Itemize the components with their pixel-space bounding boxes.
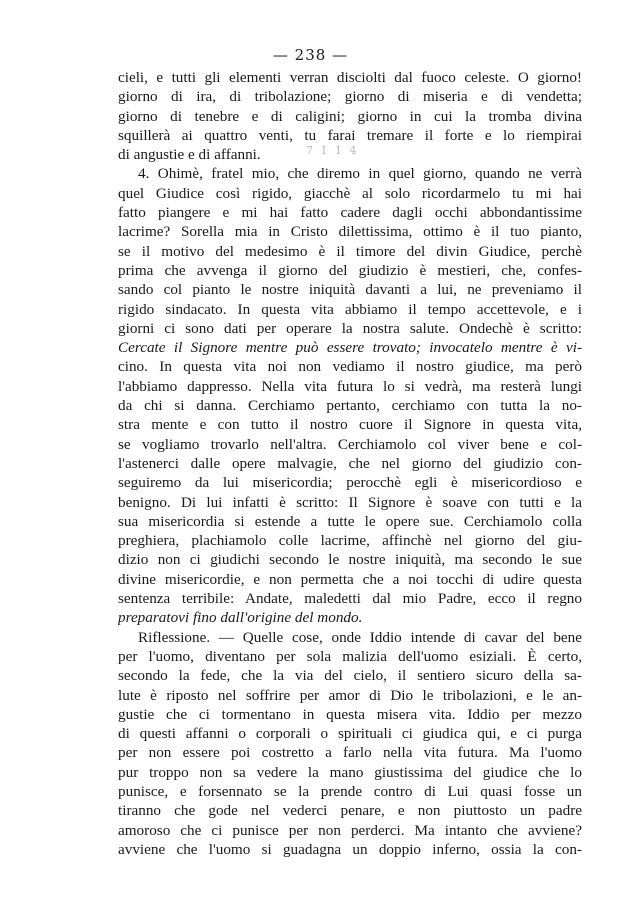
page-number: — 238 — [272, 46, 349, 64]
body-text [118, 68, 582, 859]
text-line: Riflessione. — Quelle cose, onde Iddio intende di cavar del bene [138, 628, 582, 646]
text-line: prima che avvenga il giorno del giudizio è mestieri, che, confes- [118, 261, 582, 279]
text-line: l'abbiamo dappresso. Nella vita futura lo si vedrà, ma resterà lungi [118, 377, 582, 395]
text-line: giorno di ira, di tribolazione; giorno di miseria e di vendetta; [118, 88, 582, 106]
text-line: sentenza terribile: Andate, maledetti dal mio Padre, ecco il regno [118, 590, 582, 608]
text-line: squillerà ai quattro venti, tu farai tremare il forte e lo riempirai [118, 126, 582, 144]
text-line: lacrime? Sorella mia in Cristo dilettissima, ottimo è il tuo pianto, [118, 223, 582, 241]
faint-stamp: 7 1 1 4 [306, 144, 359, 157]
text-line: seguiremo da lui misericordia; perocchè egli è misericordioso e [118, 474, 582, 492]
text-line: divine misericordie, e non permetta che a noi tocchi di udire questa [118, 570, 582, 588]
text-line: tiranno che gode nel vederci penare, e non piuttosto un padre [118, 802, 582, 820]
text-line: per non essere poi costretto a farlo nella vita futura. Ma l'uomo [118, 744, 582, 762]
text-line: amoroso che ci punisce per non perderci. Ma intanto che avviene? [118, 821, 582, 839]
text-line: giorno di tenebre e di caligini; giorno in cui la tromba divina [118, 107, 582, 125]
text-line: per l'uomo, diventano per sola malizia dell'uomo esiziali. È certo, [118, 647, 582, 665]
text-line: cieli, e tutti gli elementi verran disciolti dal fuoco celeste. O giorno! [118, 69, 582, 86]
text-line: preghiera, plachiamolo colle lacrime, affinchè nel giorno del giu- [118, 532, 582, 550]
text-line: punisce, e forsennato se la prende contro di Lui quasi fosse un [118, 782, 582, 800]
text-line: se vogliamo trovarlo nell'altra. Cerchiamolo col viver bene e col- [118, 435, 582, 453]
text-line: dizio non ci giudichi secondo le nostre iniquità, ma secondo le sue [118, 551, 582, 569]
text-line: di questi affanni o corporali o spirituali ci giudica qui, e ci purga [118, 725, 582, 743]
text-line: sando col pianto le nostre iniquità davanti a lui, ne preveniamo il [118, 281, 582, 299]
text-line: 4. Ohimè, fratel mio, che diremo in quel giorno, quando ne verrà [138, 165, 582, 183]
text-line: preparatovi fino dall'origine del mondo. [118, 609, 363, 627]
text-line: benigno. Di lui infatti è scritto: Il Signore è soave con tutti e la [118, 493, 582, 511]
text-line: sua misericordia si estende a tutte le opere sue. Cerchiamolo colla [118, 512, 582, 530]
text-line: gustie che ci tormentano in questa misera vita. Iddio per mezzo [118, 705, 582, 723]
text-line: se il motivo del medesimo è il timore del divin Giudice, perchè [118, 242, 582, 260]
text-line: di angustie e di affanni. [118, 146, 261, 164]
text-line: lute è riposto nel soffrire per amor di Dio le tribolazioni, e le an- [118, 686, 582, 704]
text-line: fatto piangere e mi hai fatto cadere dagli occhi abbondantissime [118, 204, 582, 222]
text-line: giorni ci sono dati per operare la nostra salute. Ondechè è scritto: [118, 319, 582, 337]
text-line: stra mente e con tutto il nostro cuore il Signore in questa vita, [118, 416, 582, 434]
text-line: cino. In questa vita noi non vediamo il nostro giudice, ma però [118, 358, 582, 376]
text-line: da chi si danna. Cerchiamo pertanto, cerchiamo con tutta la no- [118, 397, 582, 415]
text-line: quel Giudice così rigido, giacchè al solo ricordarmelo tu mi hai [118, 184, 582, 202]
text-line: l'astenerci dalle opere malvagie, che nel giorno del giudizio con- [118, 454, 582, 472]
text-line: secondo la fede, che la via del cielo, il sentiero sicuro della sa- [118, 667, 582, 685]
text-line: Cercate il Signore mentre può essere trovato; invocatelo mentre è vi- [118, 339, 582, 357]
text-line: pur troppo non sa vedere la mano giustissima del giudice che lo [118, 763, 582, 781]
text-line: avviene che l'uomo si guadagna un doppio inferno, ossia la con- [118, 840, 582, 858]
text-line: rigido sindacato. In questa vita abbiamo il tempo accettevole, e i [118, 300, 582, 318]
